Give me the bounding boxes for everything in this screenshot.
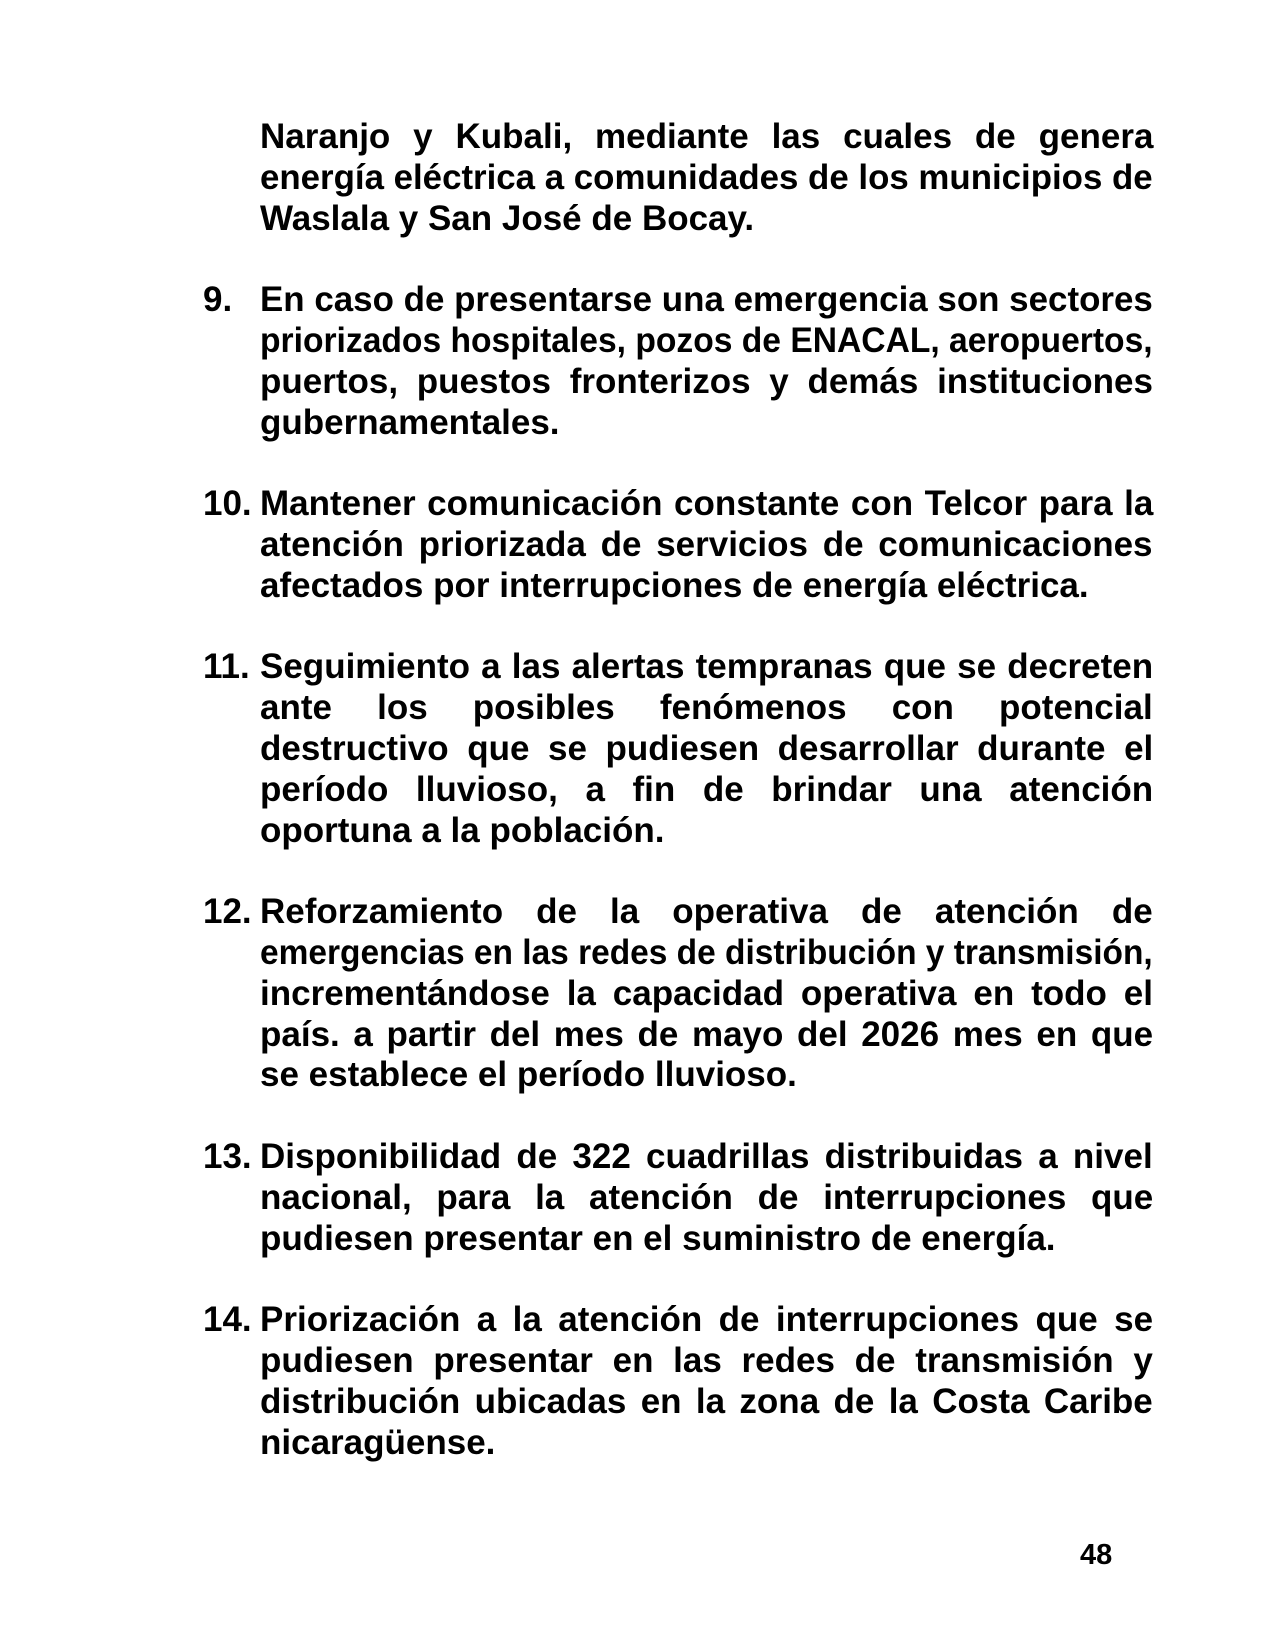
list-number: 12. [203, 892, 252, 932]
text-line: afectados por interrupciones de energía eléctrica. [260, 565, 1089, 605]
text-line: ante los posibles fenómenos con potencial [260, 688, 1153, 728]
text-line: puertos, puestos fronterizos y demás instituciones [260, 361, 1153, 401]
text-line: destructivo que se pudiesen desarrollar durante el [260, 728, 1154, 768]
text-line: Seguimiento a las alertas tempranas que se decreten [260, 647, 1154, 687]
text-line: Waslala y San José de Bocay. [260, 198, 755, 238]
list-number: 13. [203, 1136, 252, 1176]
text-line: En caso de presentarse una emergencia son sectores [260, 280, 1153, 320]
text-line: incrementándose la capacidad operativa en todo el [260, 973, 1153, 1013]
list-item-10 [203, 484, 1154, 606]
text-line: atención priorizada de servicios de comunicaciones [260, 524, 1153, 564]
text-line: Naranjo y Kubali, mediante las cuales de genera [260, 117, 1154, 156]
text-line: emergencias en las redes de distribución y transmisión, [260, 932, 1153, 972]
text-line: pudiesen presentar en las redes de transmisión y [260, 1340, 1153, 1380]
continuation-paragraph [260, 117, 1153, 239]
list-number: 10. [203, 484, 252, 524]
text-line: nicaragüense. [260, 1422, 496, 1462]
list-item-12 [203, 892, 1154, 1096]
list-number: 11. [203, 647, 250, 687]
text-line: período lluvioso, a fin de brindar una atención [260, 769, 1154, 809]
text-line: energía eléctrica a comunidades de los municipios de [260, 157, 1153, 197]
text-line: Priorización a la atención de interrupciones que se [260, 1300, 1154, 1340]
page-number: 48 [1080, 1539, 1113, 1571]
text-line: gubernamentales. [260, 402, 560, 442]
text-line: oportuna a la población. [260, 810, 665, 850]
list-item-9 [203, 280, 1153, 443]
list-number: 9. [203, 280, 233, 320]
text-line: pudiesen presentar en el suministro de energía. [260, 1218, 1056, 1258]
list-number: 14. [203, 1300, 252, 1340]
text-line: Disponibilidad de 322 cuadrillas distribuidas a nivel [260, 1136, 1153, 1176]
list-item-13 [203, 1136, 1154, 1259]
text-line: Reforzamiento de la operativa de atención de [260, 892, 1153, 932]
text-line: distribución ubicadas en la zona de la Costa Caribe [260, 1381, 1153, 1421]
text-line: priorizados hospitales, pozos de ENACAL, aeropuertos, [260, 320, 1153, 360]
text-line: Mantener comunicación constante con Telcor para la [260, 484, 1154, 524]
text-line: país. a partir del mes de mayo del 2026 mes en que [260, 1014, 1154, 1054]
text-line: nacional, para la atención de interrupciones que [260, 1177, 1154, 1217]
text-body [203, 117, 1154, 1463]
list-item-14 [203, 1300, 1154, 1463]
list-item-11 [203, 647, 1154, 851]
text-line: se establece el período lluvioso. [260, 1055, 797, 1095]
